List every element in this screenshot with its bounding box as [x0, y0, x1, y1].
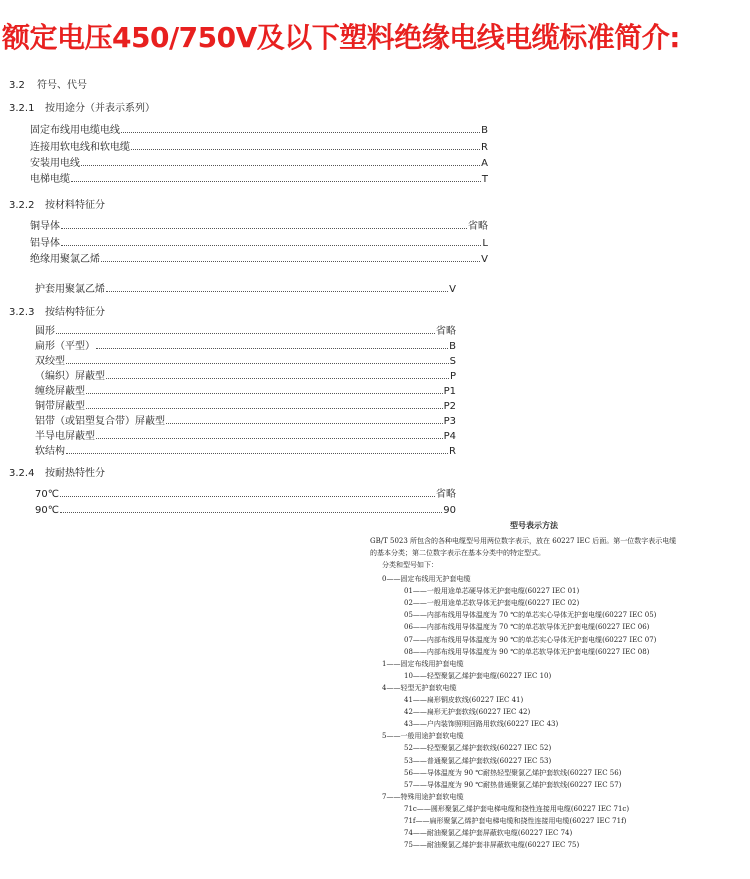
leader-dots	[61, 228, 467, 229]
leader-dots	[66, 453, 448, 454]
section-heading-3-2-3	[9, 303, 105, 318]
item-code: B	[481, 125, 488, 136]
model-item: 08——内部布线用导体温度为 90 ℃的单芯软导体无护套电缆(60227 IEC 08)	[404, 647, 650, 656]
item-label: 90℃	[35, 505, 59, 516]
item-label: 固定布线用电缆电线	[30, 125, 120, 136]
list-item	[30, 122, 488, 136]
list-item	[30, 235, 488, 249]
section-heading-3-2-2	[9, 196, 105, 211]
model-item: 06——内部布线用导体温度为 70 ℃的单芯软导体无护套电缆(60227 IEC 06)	[404, 623, 650, 632]
list-item	[35, 428, 456, 442]
item-code: S	[449, 356, 456, 367]
model-paragraph-1: GB/T 5023 所包含的各种电缆型号用两位数字表示，放在 60227 IEC 后面。第一位数字表示电缆	[370, 537, 677, 545]
item-label: 绝缘用聚氯乙烯	[30, 254, 100, 265]
item-code: 90	[443, 505, 456, 516]
item-code: R	[449, 446, 456, 457]
item-code: 省略	[436, 326, 456, 337]
section-number: 3.2.1	[9, 103, 35, 114]
leader-dots	[86, 408, 443, 409]
list-item	[30, 218, 488, 232]
leader-dots	[71, 181, 481, 182]
leader-dots	[121, 132, 480, 133]
item-code: T	[481, 174, 488, 185]
section-text: 按耐热特性分	[45, 468, 105, 479]
list-item	[30, 139, 488, 153]
leader-dots	[56, 333, 435, 334]
item-label: 电梯电缆	[30, 174, 70, 185]
item-label: 半导电屏蔽型	[35, 431, 95, 442]
item-code: 省略	[468, 221, 488, 232]
leader-dots	[60, 496, 435, 497]
leader-dots	[86, 393, 443, 394]
item-label: 铝导体	[30, 238, 60, 249]
item-label: 安装用电线	[30, 158, 80, 169]
section-text: 按材料特征分	[45, 200, 105, 211]
item-label: 铜导体	[30, 221, 60, 232]
item-code: B	[449, 341, 456, 352]
item-label: 缠绕屏蔽型	[35, 386, 85, 397]
model-item: 05——内部布线用导体温度为 70 ℃的单芯实心导体无护套电缆(60227 IEC 05)	[404, 611, 657, 620]
item-code: V	[449, 284, 456, 295]
list-item	[35, 413, 456, 427]
category-item: 4——轻型无护套软电缆	[382, 683, 457, 692]
list-item	[35, 486, 456, 500]
item-code: L	[482, 238, 488, 249]
list-item	[30, 251, 488, 265]
list-item	[35, 368, 456, 382]
model-item: 71c——圆形聚氯乙烯护套电梯电缆和挠性连接用电缆(60227 IEC 71c)	[404, 804, 630, 813]
list-item	[35, 281, 456, 295]
model-item: 02——一般用途单芯软导体无护套电缆(60227 IEC 02)	[404, 599, 580, 608]
leader-dots	[106, 291, 448, 292]
category-item: 0——固定布线用无护套电缆	[382, 575, 471, 583]
category-item: 1——固定布线用护套电缆	[382, 659, 464, 668]
model-section-title: 型号表示方法	[510, 520, 558, 530]
section-number: 3.2.4	[9, 468, 35, 479]
item-code: 省略	[436, 489, 456, 500]
model-paragraph-3: 分类和型号如下：	[382, 561, 438, 569]
model-paragraph-2: 的基本分类；第二位数字表示在基本分类中的特定型式。	[370, 549, 545, 557]
list-item	[35, 398, 456, 412]
item-code: P3	[443, 416, 456, 427]
category-item: 5——一般用途护套软电缆	[382, 732, 464, 741]
section-number: 3.2.3	[9, 307, 35, 318]
section-heading-3-2-1	[9, 99, 155, 114]
leader-dots	[61, 245, 481, 246]
item-label: 护套用聚氯乙烯	[35, 284, 105, 295]
model-item: 10——轻型聚氯乙烯护套电缆(60227 IEC 10)	[404, 671, 552, 680]
item-code: P1	[443, 386, 456, 397]
leader-dots	[106, 378, 449, 379]
item-code: P	[449, 371, 456, 382]
list-item	[35, 502, 456, 516]
section-heading-3-2-4	[9, 464, 105, 479]
item-code: P4	[443, 431, 456, 442]
item-label: 软结构	[35, 446, 65, 457]
item-code: V	[481, 254, 488, 265]
list-item	[35, 338, 456, 352]
model-item: 71f——扁形聚氯乙烯护套电梯电缆和挠性连接用电缆(60227 IEC 71f)	[404, 817, 627, 825]
model-item: 74——耐油聚氯乙烯护套屏蔽软电缆(60227 IEC 74)	[404, 829, 573, 838]
item-label: 扁形（平型）	[35, 341, 95, 352]
leader-dots	[66, 363, 449, 364]
model-item: 53——普通聚氯乙烯护套软线(60227 IEC 53)	[404, 756, 552, 765]
item-label: 圆形	[35, 326, 55, 337]
section-text: 符号、代号	[37, 80, 87, 91]
leader-dots	[131, 149, 480, 150]
list-item	[35, 353, 456, 367]
leader-dots	[101, 261, 480, 262]
model-item: 56——导体温度为 90 ℃耐热轻型聚氯乙烯护套软线(60227 IEC 56)	[404, 768, 622, 777]
model-item: 52——轻型聚氯乙烯护套软线(60227 IEC 52)	[404, 744, 552, 753]
model-item: 41——扁形铜皮软线(60227 IEC 41)	[404, 696, 524, 704]
list-item	[30, 171, 488, 185]
section-number: 3.2.2	[9, 200, 35, 211]
list-item	[35, 443, 456, 457]
item-label: 双绞型	[35, 356, 65, 367]
leader-dots	[96, 348, 448, 349]
list-item	[35, 383, 456, 397]
list-item	[30, 155, 488, 169]
section-text: 按结构特征分	[45, 307, 105, 318]
model-item: 42——扁形无护套软线(60227 IEC 42)	[404, 708, 531, 717]
leader-dots	[96, 438, 443, 439]
model-item: 75——耐油聚氯乙烯护套非屏蔽软电缆(60227 IEC 75)	[404, 841, 580, 850]
leader-dots	[166, 423, 443, 424]
model-item: 07——内部布线用导体温度为 90 ℃的单芯实心导体无护套电缆(60227 IEC 07)	[404, 635, 657, 644]
category-item: 7——特殊用途护套软电缆	[382, 792, 464, 801]
page-title: 额定电压450/750V及以下塑料绝缘电线电缆标准简介:	[2, 21, 680, 54]
leader-dots	[81, 165, 480, 166]
section-number: 3.2	[9, 80, 25, 91]
item-label: 铝带（或铝塑复合带）屏蔽型	[35, 416, 165, 427]
leader-dots	[60, 512, 442, 513]
item-label: 铜带屏蔽型	[35, 401, 85, 412]
item-label: 70℃	[35, 489, 59, 500]
section-heading-3-2	[9, 76, 87, 91]
model-item: 57——导体温度为 90 ℃耐热普通聚氯乙烯护套软线(60227 IEC 57)	[404, 780, 622, 789]
model-item: 01——一般用途单芯硬导体无护套电缆(60227 IEC 01)	[404, 587, 580, 596]
item-label: 连接用软电线和软电缆	[30, 142, 130, 153]
item-label: （编织）屏蔽型	[35, 371, 105, 382]
item-code: R	[481, 142, 488, 153]
list-item	[35, 323, 456, 337]
item-code: P2	[443, 401, 456, 412]
section-text: 按用途分（并表示系列）	[45, 103, 155, 114]
model-item: 43——户内装饰照明回路用软线(60227 IEC 43)	[404, 720, 559, 729]
item-code: A	[481, 158, 488, 169]
